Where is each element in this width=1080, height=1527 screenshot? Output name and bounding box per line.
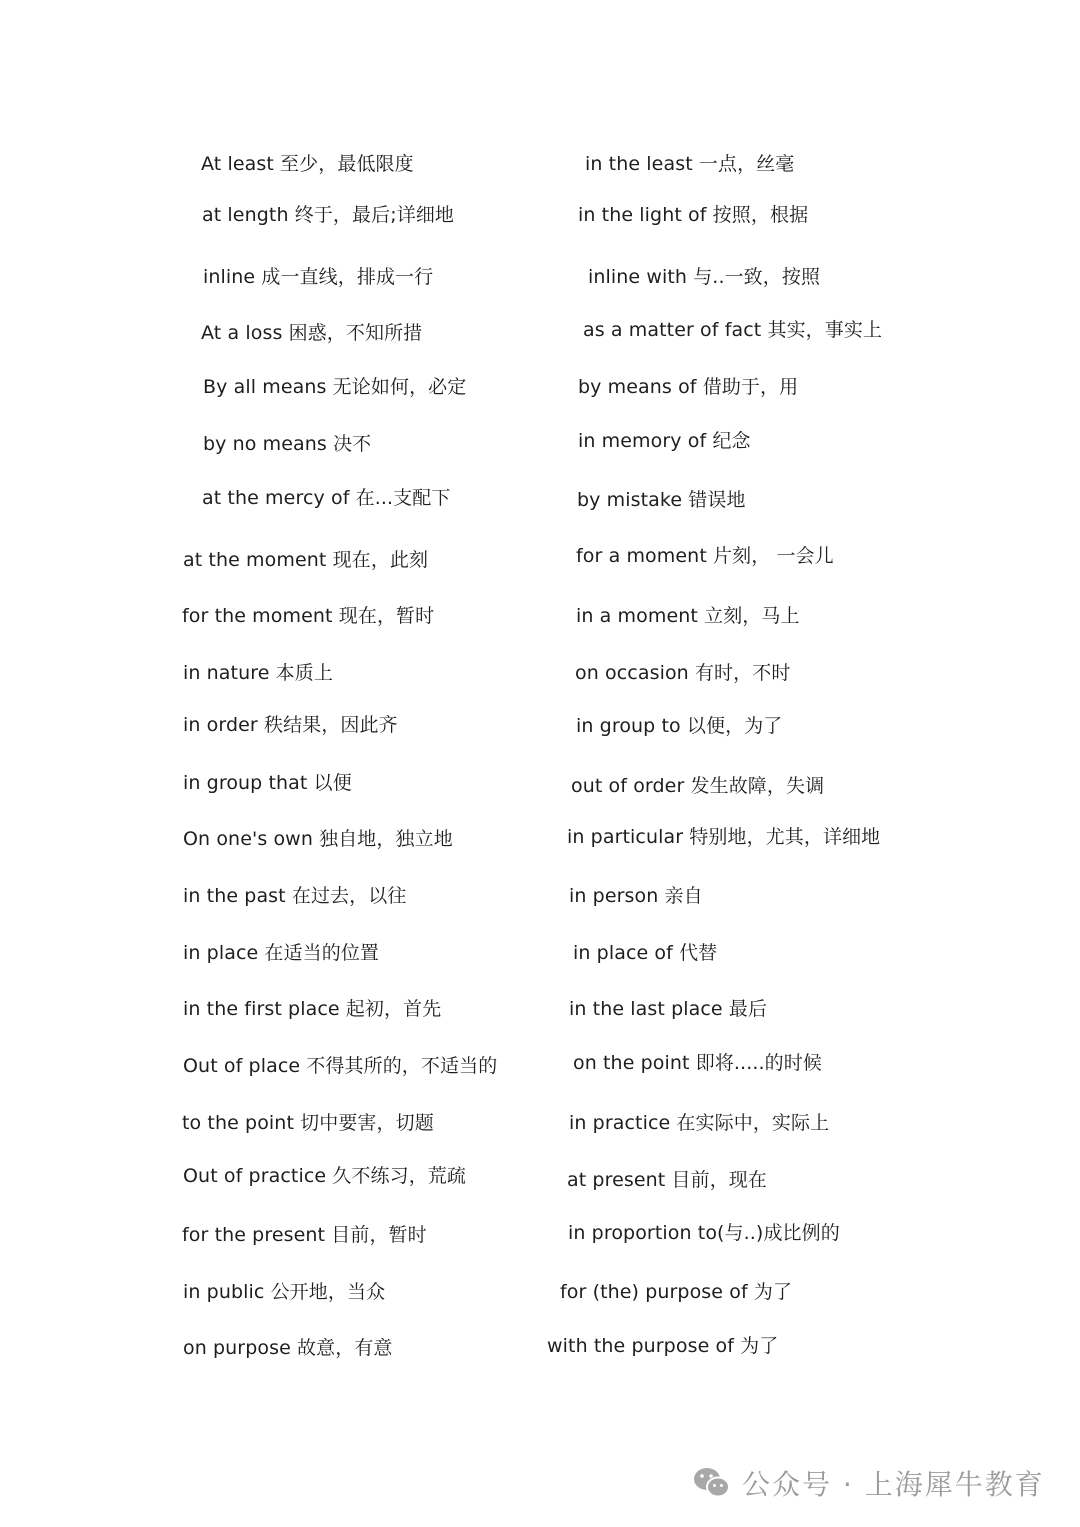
phrase-entry: in practice 在实际中，实际上 xyxy=(569,1112,830,1134)
wechat-icon xyxy=(692,1466,732,1500)
phrase-entry: By all means 无论如何，必定 xyxy=(203,376,467,398)
phrase-entry: by means of 借助于，用 xyxy=(578,376,799,398)
phrase-entry: in memory of 纪念 xyxy=(578,430,751,452)
phrase-entry: Out of place 不得其所的，不适当的 xyxy=(183,1055,498,1077)
phrase-entry: by mistake 错误地 xyxy=(577,489,746,511)
phrase-entry: out of order 发生故障，失调 xyxy=(571,775,825,797)
phrase-entry: at present 目前，现在 xyxy=(567,1169,767,1191)
phrase-entry: in nature 本质上 xyxy=(183,662,333,684)
phrase-entry: in the past 在过去，以往 xyxy=(183,885,407,907)
phrase-entry: for the present 目前，暂时 xyxy=(182,1224,427,1246)
phrase-entry: on occasion 有时，不时 xyxy=(575,662,791,684)
phrase-entry: On one's own 独自地，独立地 xyxy=(183,828,453,850)
phrase-entry: in place 在适当的位置 xyxy=(183,942,380,964)
phrase-entry: in order 秩结果，因此齐 xyxy=(183,714,398,736)
phrase-entry: in the last place 最后 xyxy=(569,998,768,1020)
phrase-entry: in proportion to(与..)成比例的 xyxy=(568,1222,840,1244)
phrase-entry: at the mercy of 在...支配下 xyxy=(202,487,451,509)
phrase-entry: in the first place 起初，首先 xyxy=(183,998,442,1020)
watermark xyxy=(692,1460,1045,1506)
phrase-entry: Out of practice 久不练习，荒疏 xyxy=(183,1165,467,1187)
phrase-entry: At least 至少，最低限度 xyxy=(201,153,414,175)
phrase-entry: inline with 与..一致，按照 xyxy=(588,266,821,288)
phrase-entry: as a matter of fact 其实，事实上 xyxy=(583,319,883,341)
phrase-entry: in place of 代替 xyxy=(573,942,718,964)
phrase-entry: to the point 切中要害，切题 xyxy=(182,1112,434,1134)
phrase-entry: in the light of 按照，根据 xyxy=(578,204,809,226)
phrase-entry: on purpose 故意，有意 xyxy=(183,1337,393,1359)
phrase-entry: in group that 以便 xyxy=(183,772,352,794)
phrase-entry: by no means 决不 xyxy=(203,433,372,455)
watermark-text: 公众号 · 上海犀牛教育 xyxy=(742,1468,1045,1501)
phrase-entry: in public 公开地，当众 xyxy=(183,1281,386,1303)
phrase-entry: at the moment 现在，此刻 xyxy=(183,549,429,571)
phrase-entry: in group to 以便，为了 xyxy=(576,715,783,737)
phrase-entry: at length 终于，最后;详细地 xyxy=(202,204,455,226)
phrase-entry: inline 成一直线，排成一行 xyxy=(203,266,434,288)
phrase-entry: in a moment 立刻，马上 xyxy=(576,605,800,627)
phrase-entry: with the purpose of 为了 xyxy=(547,1335,779,1357)
phrase-entry: in particular 特别地，尤其，详细地 xyxy=(567,826,881,848)
phrase-entry: in person 亲自 xyxy=(569,885,703,907)
phrase-entry: for (the) purpose of 为了 xyxy=(560,1281,793,1303)
phrase-entry: for the moment 现在，暂时 xyxy=(182,605,435,627)
phrase-entry: on the point 即将.....的时候 xyxy=(573,1052,822,1074)
phrase-entry: for a moment 片刻， 一会儿 xyxy=(576,545,834,567)
phrase-entry: At a loss 困惑，不知所措 xyxy=(201,322,423,344)
phrase-entry: in the least 一点，丝毫 xyxy=(585,153,795,175)
